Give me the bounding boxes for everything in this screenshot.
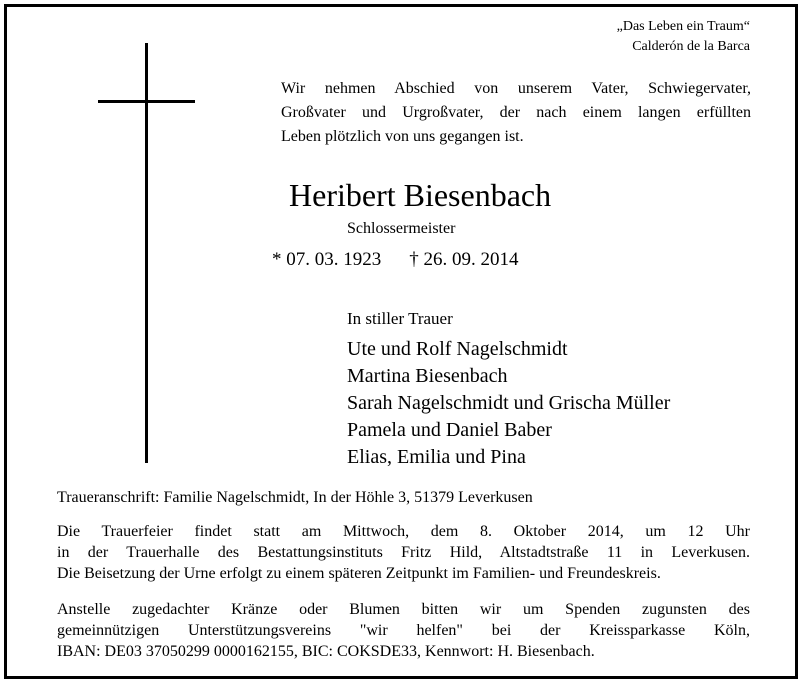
deceased-name: Heribert Biesenbach [289, 177, 552, 213]
ceremony-line: Die Trauerfeier findet statt am Mittwoch, dem 8. Oktober 2014, um 12 Uhr [57, 523, 750, 540]
donation-line: Anstelle zugedachter Kränze oder Blumen bitten wir um Spenden zugunsten des [57, 601, 750, 618]
epigraph-quote: „Das Leben ein Traum“ [616, 19, 750, 34]
mourner-name: Sarah Nagelschmidt und Grischa Müller [347, 392, 671, 414]
mourner-name: Elias, Emilia und Pina [347, 446, 526, 468]
donation-line: IBAN: DE03 37050299 0000162155, BIC: COKSDE33, Kennwort: H. Biesenbach. [57, 643, 595, 660]
ceremony-line: Die Beisetzung der Urne erfolgt zu einem späteren Zeitpunkt im Familien- und Freundeskreis. [57, 565, 661, 582]
obituary-notice [4, 4, 798, 679]
cross-icon [145, 43, 148, 463]
ceremony-paragraph [57, 521, 750, 584]
mourning-heading: In stiller Trauer [347, 309, 453, 328]
mourner-name: Ute und Rolf Nagelschmidt [347, 338, 568, 360]
death-date: † 26. 09. 2014 [409, 249, 519, 270]
deceased-profession: Schlossermeister [347, 220, 456, 237]
life-dates [272, 248, 519, 272]
mourning-address: Traueranschrift: Familie Nagelschmidt, In der Höhle 3, 51379 Leverkusen [57, 489, 533, 506]
donation-paragraph [57, 599, 750, 662]
intro-line: Großvater und Urgroßvater, der nach einem langen erfüllten [281, 104, 751, 121]
intro-line: Wir nehmen Abschied von unserem Vater, Schwiegervater, [281, 80, 751, 97]
cross-icon-bar [98, 100, 195, 103]
donation-line: gemeinnützigen Unterstützungsvereins "wir helfen" bei der Kreissparkasse Köln, [57, 622, 750, 639]
birth-date: * 07. 03. 1923 [272, 249, 382, 270]
ceremony-line: in der Trauerhalle des Bestattungsinstituts Fritz Hild, Altstadtstraße 11 in Leverkusen. [57, 544, 750, 561]
epigraph-author: Calderón de la Barca [632, 39, 750, 54]
mourners-list [347, 336, 670, 471]
mourner-name: Martina Biesenbach [347, 365, 508, 387]
mourner-name: Pamela und Daniel Baber [347, 419, 552, 441]
intro-text [281, 77, 751, 149]
intro-line: Leben plötzlich von uns gegangen ist. [281, 128, 524, 145]
